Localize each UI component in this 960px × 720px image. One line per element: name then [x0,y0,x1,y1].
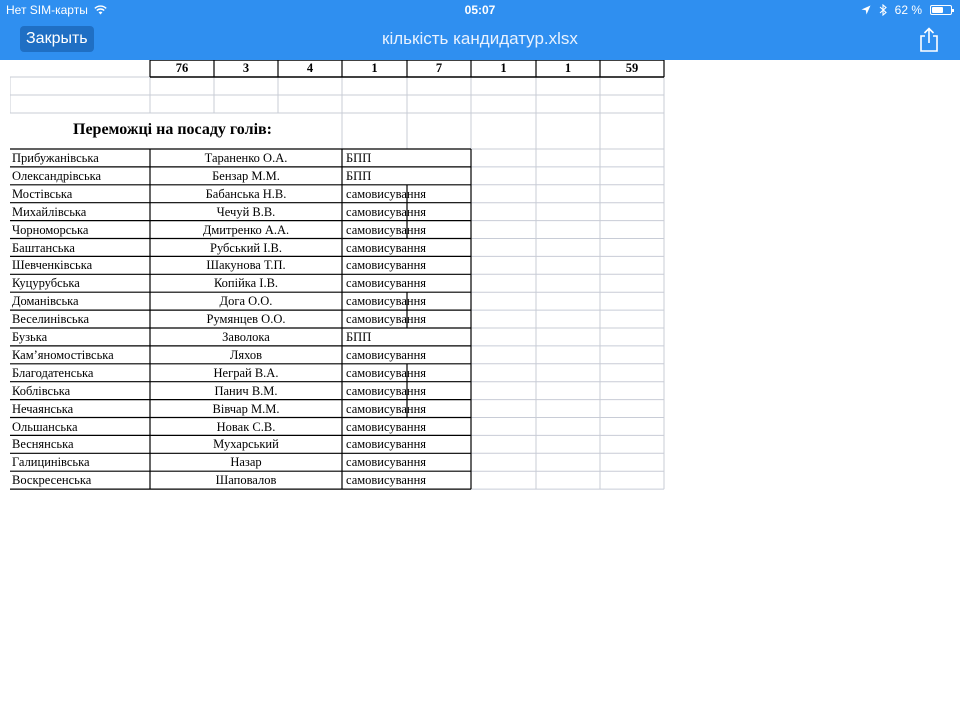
winner-cell[interactable]: Бензар М.М. [212,168,280,183]
district-cell[interactable]: Прибужанівська [12,151,99,165]
total-cell[interactable]: 1 [564,61,572,75]
party-cell[interactable]: самовисування [346,204,427,219]
party-cell[interactable]: самовисування [346,437,427,452]
winner-cell[interactable]: Чечуй В.В. [216,204,276,219]
winner-cell[interactable]: Панич В.М. [214,383,278,398]
district-cell[interactable]: Галицинівська [12,455,90,470]
district-cell[interactable]: Веселинівська [12,312,90,327]
district-cell[interactable]: Воскресенська [12,473,92,488]
district-cell[interactable]: Баштанська [12,240,75,255]
party-cell[interactable]: самовисування [346,258,427,273]
party-cell[interactable]: самовисування [346,186,427,201]
party-cell[interactable]: самовисування [346,365,427,380]
winner-cell[interactable]: Копійка І.В. [213,276,279,291]
status-bar [0,0,960,20]
battery-percent: 62 % [894,3,922,17]
winner-cell[interactable]: Мухарський [213,437,279,452]
bluetooth-icon [879,4,887,16]
share-icon[interactable] [918,27,940,53]
district-cell[interactable]: Куцурубська [12,276,80,291]
document-title: кількість кандидатур.xlsx [382,29,578,48]
party-cell[interactable]: БПП [346,330,372,344]
winner-cell[interactable]: Румянцев О.О. [206,312,286,327]
close-button[interactable]: Закрыть [20,26,94,52]
party-cell[interactable]: БПП [346,151,372,165]
location-arrow-icon [861,5,871,15]
party-cell[interactable]: самовисування [346,222,427,237]
party-cell[interactable]: самовисування [346,312,427,327]
winner-cell[interactable]: Шаповалов [215,473,277,488]
district-cell[interactable]: Мостівська [12,186,73,201]
winner-cell[interactable]: Неграй В.А. [213,365,279,380]
total-cell[interactable]: 76 [175,61,189,75]
district-cell[interactable]: Нечаянська [12,401,74,416]
party-cell[interactable]: самовисування [346,401,427,416]
total-cell[interactable]: 59 [625,61,639,75]
total-cell[interactable]: 7 [435,61,443,75]
district-cell[interactable]: Благодатенська [12,365,94,380]
total-cell[interactable]: 1 [371,61,378,75]
status-right [861,3,952,17]
total-cell[interactable]: 3 [242,61,250,75]
party-cell[interactable]: самовисування [346,383,427,398]
party-cell[interactable]: самовисування [346,473,427,488]
carrier-label: Нет SIM-карты [6,3,88,17]
winner-cell[interactable]: Вівчар М.М. [212,401,280,416]
district-cell[interactable]: Ольшанська [12,419,78,434]
winner-cell[interactable]: Назар [230,455,262,470]
district-cell[interactable]: Коблівська [12,383,71,398]
party-cell[interactable]: самовисування [346,276,427,291]
winner-cell[interactable]: Ляхов [229,347,263,362]
district-cell[interactable]: Михайлівська [12,204,87,219]
district-cell[interactable]: Чорноморська [12,222,89,237]
district-cell[interactable]: Олександрівська [12,168,102,183]
winner-cell[interactable]: Шакунова Т.П. [206,258,286,273]
winner-cell[interactable]: Рубський І.В. [210,240,282,255]
section-header: Переможці на посаду голів: [73,121,272,138]
district-cell[interactable]: Веснянська [12,437,74,452]
winner-cell[interactable]: Новак С.В. [216,419,276,434]
winner-cell[interactable]: Дмитренко А.А. [202,222,290,237]
clock: 05:07 [464,3,496,17]
party-cell[interactable]: самовисування [346,455,427,470]
district-cell[interactable]: Кам’яномостівська [12,347,114,362]
navigation-bar [0,20,960,60]
district-cell[interactable]: Шевченківська [12,258,93,273]
winner-cell[interactable]: Заволока [222,330,270,344]
district-cell[interactable]: Бузька [12,330,48,344]
winner-cell[interactable]: Бабанська Н.В. [205,186,287,201]
party-cell[interactable]: самовисування [346,419,427,434]
total-cell[interactable]: 4 [306,61,314,75]
battery-fill [932,7,943,13]
district-cell[interactable]: Доманівська [12,294,79,309]
party-cell[interactable]: БПП [346,168,372,183]
party-cell[interactable]: самовисування [346,347,427,362]
winner-cell[interactable]: Тараненко О.А. [204,151,288,165]
party-cell[interactable]: самовисування [346,294,427,309]
total-cell[interactable]: 1 [500,61,507,75]
battery-icon [930,5,952,15]
party-cell[interactable]: самовисування [346,240,427,255]
winner-cell[interactable]: Дога О.О. [219,294,273,309]
